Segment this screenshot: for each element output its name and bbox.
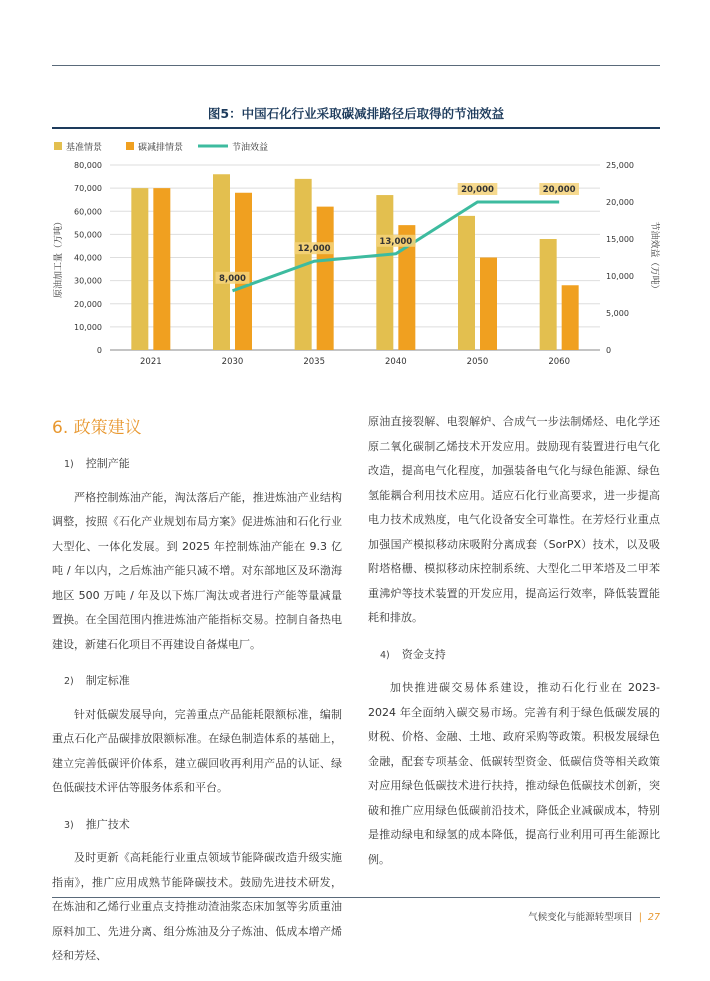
- bottom-rule: [52, 897, 660, 898]
- subsection-title: 推广技术: [85, 817, 130, 831]
- text-column-left: [52, 414, 342, 981]
- x-tick-label: 2060: [548, 357, 570, 367]
- y-tick-label: 20,000: [74, 299, 102, 309]
- x-tick-label: 2040: [385, 357, 407, 367]
- bar-reduction: [562, 285, 579, 350]
- y-tick-label: 80,000: [74, 161, 102, 170]
- data-label: 13,000: [379, 236, 413, 247]
- subsection-number: 4): [380, 649, 390, 661]
- y2-tick-label: 0: [606, 346, 612, 355]
- legend-swatch: [126, 142, 134, 150]
- text-column-right: [368, 410, 660, 884]
- subsection-number: 2): [64, 676, 74, 687]
- section-title: 6. 政策建议: [52, 418, 142, 438]
- paragraph-capacity: 严格控制炼油产能，淘汰落后产能，推进炼油产业结构调整，按照《石化产业规划布局方案》促进炼油和石化行业大型化、一体化发展。到 2025 年控制炼油产能在 9.3 亿吨 / 年以内，之后炼油产能只减不增。对东部地区及环渤海地区 500 万吨 / 年及以下炼厂淘汰或者进行产能等量减量置换。在全国范围内推进炼油产能指标交易。控制自备热电建设，新建石化项目不再建设自备煤电厂。: [52, 490, 342, 651]
- subsection-title: 控制产能: [85, 457, 130, 470]
- y-axis-right: [606, 161, 634, 355]
- subsection-title: 制定标准: [85, 674, 130, 687]
- y-tick-label: 60,000: [74, 207, 102, 217]
- data-label: 20,000: [542, 185, 576, 195]
- y-tick-label: 0: [96, 346, 102, 355]
- x-tick-label: 2021: [140, 357, 162, 367]
- bar-baseline: [131, 188, 148, 350]
- y2-tick-label: 20,000: [606, 198, 634, 207]
- top-rule: [52, 65, 660, 66]
- y2-tick-label: 25,000: [606, 161, 634, 170]
- legend-label: 节油效益: [232, 143, 269, 153]
- data-label: 20,000: [461, 185, 494, 195]
- subsection-number: 3): [64, 819, 74, 831]
- x-tick-label: 2030: [221, 357, 244, 367]
- figure-title: 图5：中国石化行业采取碳减排路径后取得的节油效益: [207, 106, 505, 121]
- y2-tick-label: 15,000: [606, 235, 634, 244]
- bar-line-chart: [52, 132, 660, 372]
- subsection-number: 1): [64, 459, 74, 470]
- y-tick-label: 10,000: [74, 322, 102, 332]
- legend-swatch: [54, 142, 62, 150]
- bar-baseline: [540, 239, 557, 350]
- footer-separator: |: [638, 912, 642, 923]
- x-axis: [140, 357, 570, 367]
- data-label: 12,000: [297, 244, 331, 255]
- x-tick-label: 2035: [303, 357, 325, 367]
- y-tick-label: 50,000: [74, 230, 102, 240]
- y2-tick-label: 10,000: [606, 272, 634, 281]
- paragraph-standards: 针对低碳发展导向，完善重点产品能耗限额标准，编制重点石化产品碳排放限额标准。在绿色制造体系的基础上，建立完善低碳评价体系，建立碳回收再利用产品的认证、绿色低碳技术评估等服务体系和平台。: [52, 707, 342, 794]
- y-tick-label: 70,000: [74, 184, 102, 194]
- subsection-3: [64, 813, 342, 839]
- x-tick-label: 2050: [466, 357, 489, 367]
- paragraph-technology: 及时更新《高耗能行业重点领域节能降碳改造升级实施指南》，推广应用成熟节能降碳技术。鼓励先进技术研发，在炼油和乙烯行业重点支持推动渣油浆态床加氢等劣质重油原料加工、先进分离、组分炼油及分子炼油、低成本增产烯烃和芳烃、: [52, 851, 342, 962]
- subsection-4: [380, 643, 660, 669]
- bar-reduction: [317, 207, 334, 350]
- paragraph-funding: 加快推进碳交易体系建设，推动石化行业在 2023-2024 年全面纳入碳交易市场。完善有利于绿色低碳发展的财税、价格、金融、土地、政府采购等政策。积极发展绿色金融，配套专项基金、低碳转型资金、低碳信贷等相关政策对应用绿色低碳技术进行扶持，推动绿色低碳技术创新，突破和推广应用绿色低碳前沿技术，降低企业减碳成本，特别是推动绿电和绿氢的成本降低，提高行业利用可再生能源比例。: [368, 681, 660, 866]
- bar-baseline: [213, 174, 230, 350]
- subsection-1: [64, 452, 342, 478]
- figure-title-underline: [52, 127, 660, 129]
- bar-reduction: [480, 258, 497, 351]
- bar-reduction: [153, 188, 170, 350]
- legend-label: 碳减排情景: [138, 143, 184, 153]
- page-number: 27: [647, 912, 660, 923]
- paragraph-technology-continued: 原油直接裂解、电裂解炉、合成气一步法制烯烃、电化学还原二氧化碳制乙烯技术开发应用。鼓励现有装置进行电气化改造，提高电气化程度，加强装备电气化与绿色能源、绿色氢能耦合利用技术应用。适应石化行业高要求，进一步提高电力技术成熟度，电气化设备安全可靠性。在芳烃行业重点加强国产模拟移动床吸附分离成套（SorPX）技术，以及吸附塔格栅、模拟移动床控制系统、大型化二甲苯塔及二甲苯重沸炉等技术装置的开发应用，提高运行效率，降低装置能耗和排放。: [368, 415, 660, 624]
- data-label: 8,000: [219, 273, 246, 284]
- bar-reduction: [235, 193, 252, 350]
- y-tick-label: 40,000: [74, 253, 102, 263]
- chart-legend: [54, 141, 268, 153]
- y-axis-title: 原油加工量（万吨）: [54, 216, 64, 299]
- y-tick-label: 30,000: [74, 276, 102, 286]
- y2-tick-label: 5,000: [606, 309, 629, 318]
- subsection-title: 资金支持: [401, 647, 446, 661]
- subsection-2: [64, 669, 342, 695]
- legend-label: 基准情景: [66, 143, 103, 153]
- bar-baseline: [376, 195, 393, 350]
- line-series: [216, 183, 579, 291]
- bar-baseline: [458, 216, 475, 350]
- footer-project-name: 气候变化与能源转型项目: [528, 912, 633, 923]
- y-axis-left: [74, 161, 102, 355]
- y2-axis-title: 节油效益（万吨）: [649, 221, 659, 294]
- page-footer: [528, 909, 660, 923]
